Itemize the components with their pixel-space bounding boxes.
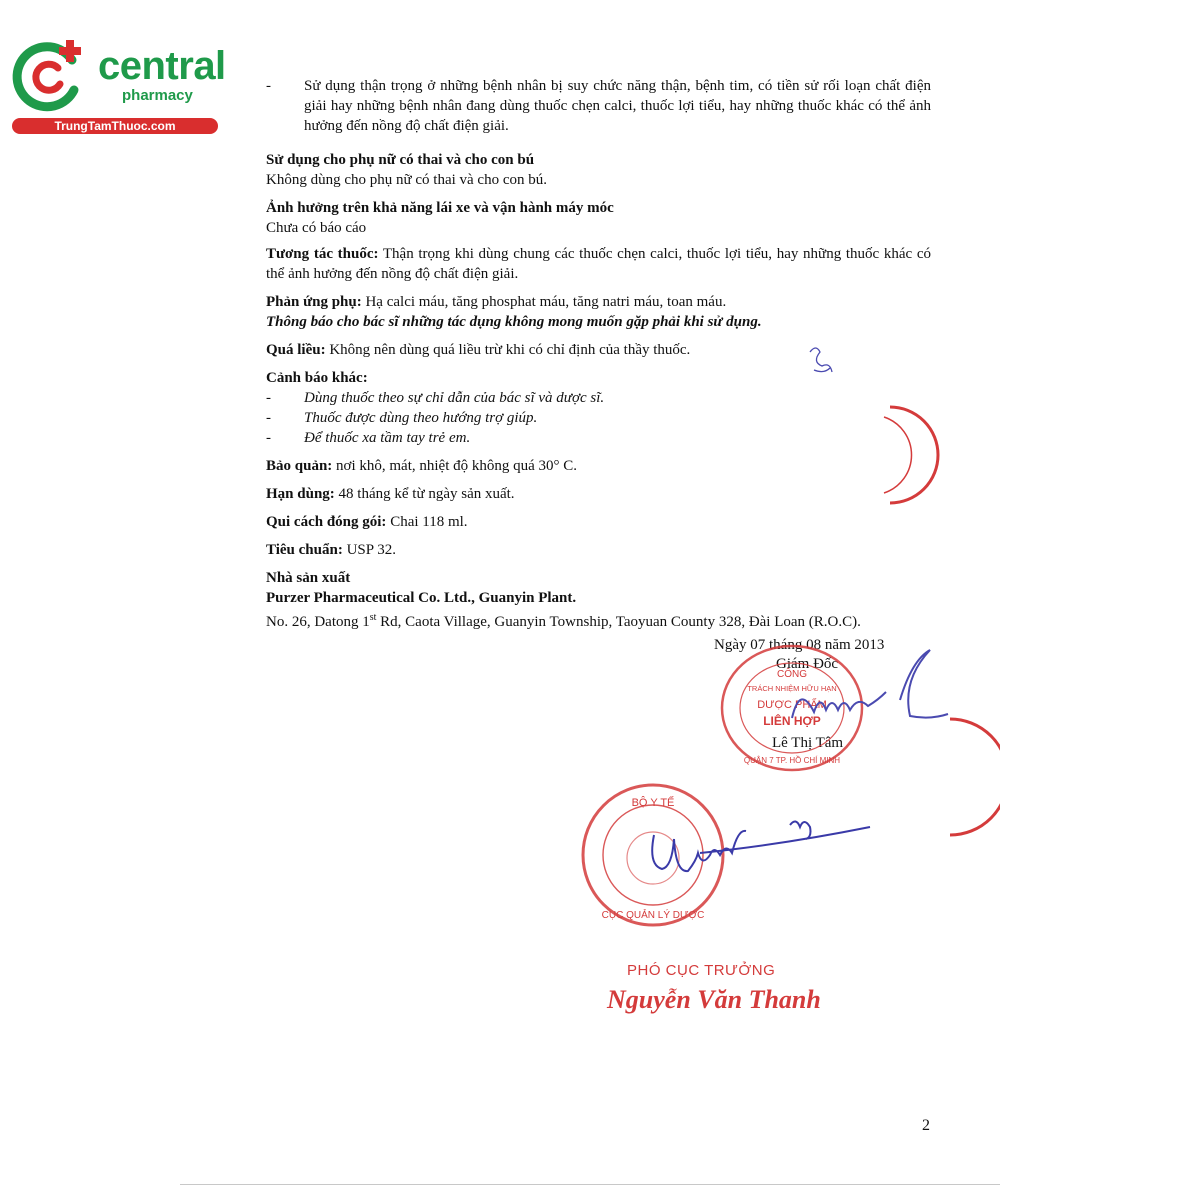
deputy-title: PHÓ CỤC TRƯỞNG: [627, 962, 776, 979]
stamp-text-top: CÔNG: [777, 669, 807, 680]
storage-text: nơi khô, mát, nhiệt độ không quá 30° C.: [332, 458, 578, 474]
manufacturer-heading: Nhà sản xuất: [266, 570, 351, 586]
brand-logo: [10, 38, 226, 138]
standard-paragraph: [266, 540, 931, 560]
address-part: Rd, Caota Village, Guanyin Township, Taoyuan County 328, Đài Loan (R.O.C).: [376, 614, 861, 630]
warnings-heading: Cảnh báo khác:: [266, 370, 368, 386]
dash-bullet: -: [266, 78, 271, 94]
signoff-title: Giám Đốc: [776, 656, 839, 672]
dash-bullet: -: [266, 430, 271, 446]
stamp-text-ring: QUẬN 7 TP. HỒ CHÍ MINH: [743, 756, 841, 765]
dash-bullet: -: [266, 410, 271, 426]
manufacturer-address: [266, 608, 931, 632]
storage-label: Bảo quản:: [266, 458, 333, 474]
overdose-label: Quá liều:: [266, 342, 326, 358]
warning-item: [266, 408, 931, 428]
overdose-text: Không nên dùng quá liều trừ khi có chỉ định của thầy thuốc.: [325, 342, 691, 358]
logo-subtitle: pharmacy: [122, 87, 193, 104]
warning-text: Để thuốc xa tầm tay trẻ em.: [304, 430, 471, 446]
pregnancy-heading: Sử dụng cho phụ nữ có thai và cho con bú: [266, 152, 535, 168]
side-effects-paragraph: [266, 292, 931, 312]
partial-stamp-edge: [880, 405, 940, 505]
signoff-name: Lê Thị Tâm: [772, 735, 844, 751]
warning-item: [266, 388, 931, 408]
shelf-life-paragraph: [266, 484, 931, 504]
handwritten-initials: [800, 340, 840, 385]
packaging-text: Chai 118 ml.: [386, 514, 468, 530]
ministry-stamp-ring: CỤC QUẢN LÝ DƯỢC: [601, 910, 705, 921]
ministry-stamp-top: BỘ Y TẾ: [631, 797, 675, 809]
logo-url: TrungTamThuoc.com: [12, 118, 218, 134]
standard-text: USP 32.: [342, 542, 397, 558]
logo-name: central: [98, 44, 226, 88]
interactions-label: Tương tác thuốc:: [266, 246, 379, 262]
partial-stamp-right: [940, 715, 1000, 840]
side-effects-text: Hạ calci máu, tăng phosphat máu, tăng natri máu, toan máu.: [361, 294, 727, 310]
stamp-text-line3: DƯỢC PHẨM: [757, 699, 827, 711]
interactions-paragraph: [266, 244, 931, 284]
side-effects-notice: Thông báo cho bác sĩ những tác dụng không mong muốn gặp phải khi sử dụng.: [266, 314, 762, 330]
footer-divider: [180, 1184, 1000, 1185]
manufacturer-company: Purzer Pharmaceutical Co. Ltd., Guanyin Plant.: [266, 590, 577, 606]
stamp-text-line4: LIÊN HỢP: [763, 714, 821, 728]
warning-text: Thuốc được dùng theo hướng trợ giúp.: [304, 410, 538, 426]
deputy-signature: [640, 805, 880, 885]
signoff-date: Ngày 07 tháng 08 năm 2013: [714, 637, 885, 653]
warning-text: Dùng thuốc theo sự chỉ dẫn của bác sĩ và dược sĩ.: [304, 390, 605, 406]
warning-item: [266, 428, 931, 448]
address-part: No. 26, Datong 1: [266, 614, 370, 630]
precaution-item: [266, 76, 931, 136]
director-signature: [770, 640, 960, 750]
address-superscript: st: [369, 612, 377, 623]
interactions-text: Thận trọng khi dùng chung các thuốc chẹn calci, thuốc lợi tiểu, hay những thuốc khác có thể ảnh hưởng đến nồng độ chất điện giải.: [266, 246, 931, 282]
driving-text: Chưa có báo cáo: [266, 220, 367, 236]
dash-bullet: -: [266, 390, 271, 406]
central-pharmacy-logo-icon: [10, 38, 88, 116]
pregnancy-text: Không dùng cho phụ nữ có thai và cho con bú.: [266, 172, 547, 188]
shelf-life-text: 48 tháng kể từ ngày sản xuất.: [334, 486, 515, 502]
deputy-name: Nguyễn Văn Thanh: [607, 985, 821, 1014]
side-effects-label: Phản ứng phụ:: [266, 294, 362, 310]
page-number: 2: [922, 1117, 930, 1134]
precaution-text: Sử dụng thận trọng ở những bệnh nhân bị suy chức năng thận, bệnh tim, có tiền sử rối loạn chất điện giải hay những bệnh nhân đang dùng thuốc chẹn calci, thuốc lợi tiểu, hay những thuốc khác có thể ảnh hưởng đến nồng độ chất điện giải.: [304, 78, 931, 134]
driving-heading: Ảnh hưởng trên khả năng lái xe và vận hành máy móc: [266, 200, 614, 216]
standard-label: Tiêu chuẩn:: [266, 542, 343, 558]
packaging-label: Qui cách đóng gói:: [266, 514, 387, 530]
storage-paragraph: [266, 456, 931, 476]
stamp-text-line2: TRÁCH NHIỆM HỮU HẠN: [747, 684, 837, 693]
shelf-life-label: Hạn dùng:: [266, 486, 335, 502]
packaging-paragraph: [266, 512, 931, 532]
